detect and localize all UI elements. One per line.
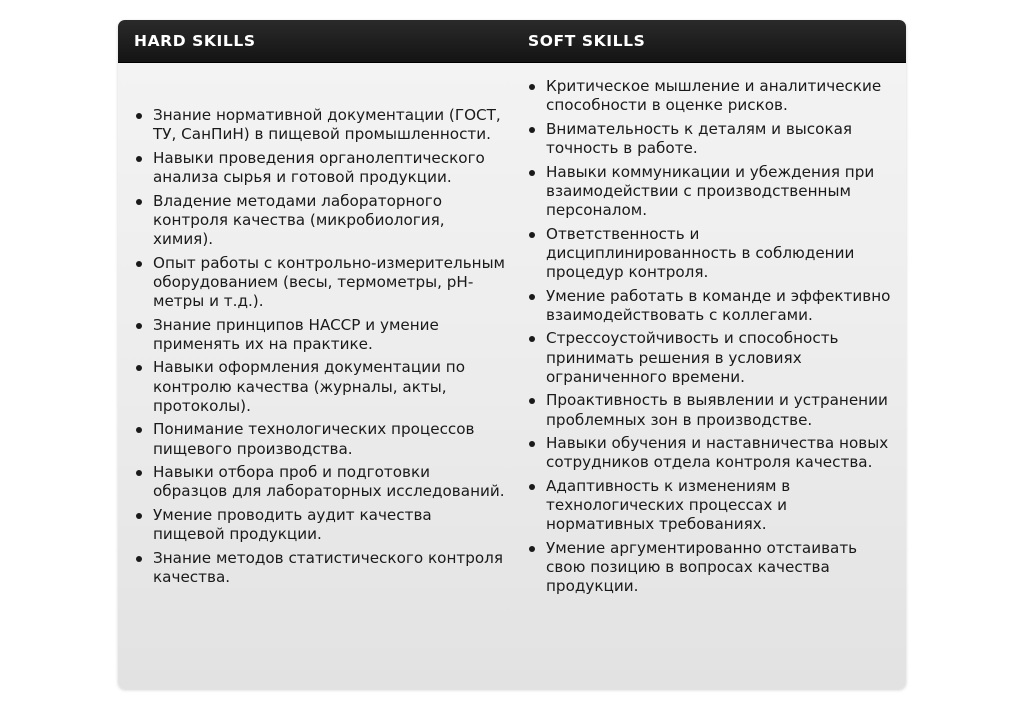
hard-skills-list (136, 106, 508, 592)
soft-skills-list (529, 77, 891, 601)
list-item: Внимательность к деталям и высокая точность в работе. (529, 120, 891, 158)
list-item: Навыки оформления документации по контролю качества (журналы, акты, протоколы). (136, 358, 508, 416)
table-header (118, 20, 906, 63)
skills-table (118, 20, 906, 689)
list-item: Умение аргументированно отстаивать свою позицию в вопросах качества продукции. (529, 539, 891, 597)
list-item: Стрессоустойчивость и способность принимать решения в условиях ограниченного времени. (529, 329, 891, 387)
list-item: Адаптивность к изменениям в технологических процессах и нормативных требованиях. (529, 477, 891, 535)
list-item: Навыки проведения органолептического анализа сырья и готовой продукции. (136, 149, 508, 187)
hard-skills-header: HARD SKILLS (134, 32, 256, 50)
soft-skills-header: SOFT SKILLS (528, 32, 646, 50)
list-item: Владение методами лабораторного контроля качества (микробиология, химия). (136, 192, 508, 250)
list-item: Знание принципов HACCP и умение применять их на практике. (136, 316, 508, 354)
list-item: Навыки отбора проб и подготовки образцов для лабораторных исследований. (136, 463, 508, 501)
list-item: Навыки обучения и наставничества новых сотрудников отдела контроля качества. (529, 434, 891, 472)
list-item: Ответственность и дисциплинированность в соблюдении процедур контроля. (529, 225, 891, 283)
list-item: Умение проводить аудит качества пищевой продукции. (136, 506, 508, 544)
list-item: Знание нормативной документации (ГОСТ, ТУ, СанПиН) в пищевой промышленности. (136, 106, 508, 144)
list-item: Критическое мышление и аналитические способности в оценке рисков. (529, 77, 891, 115)
list-item: Понимание технологических процессов пищевого производства. (136, 420, 508, 458)
list-item: Знание методов статистического контроля качества. (136, 549, 508, 587)
list-item: Опыт работы с контрольно-измерительным оборудованием (весы, термометры, pH-метры и т.д.). (136, 254, 508, 312)
list-item: Навыки коммуникации и убеждения при взаимодействии с производственным персоналом. (529, 163, 891, 221)
list-item: Проактивность в выявлении и устранении проблемных зон в производстве. (529, 391, 891, 429)
list-item: Умение работать в команде и эффективно взаимодействовать с коллегами. (529, 287, 891, 325)
